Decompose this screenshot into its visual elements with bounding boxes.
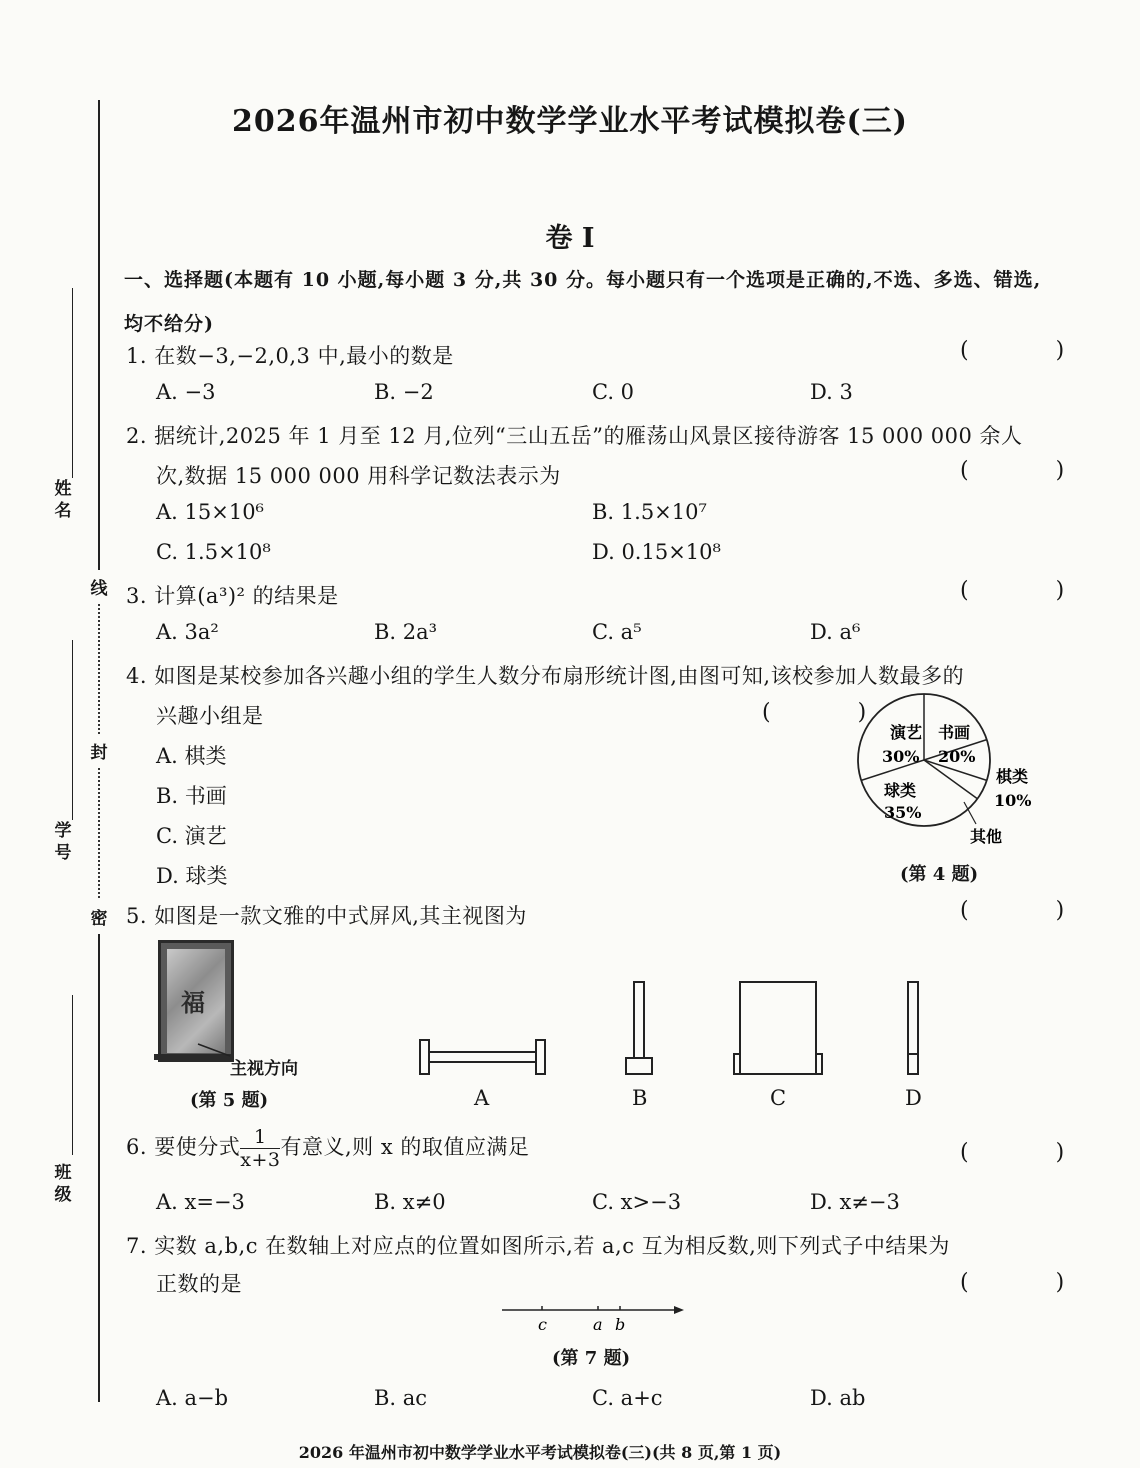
screen-fu-character: 福 [181, 988, 205, 1017]
binding-line-bottom [98, 934, 100, 1402]
q5-option-d[interactable]: D [905, 1086, 922, 1110]
binding-label-xian: 线 [90, 579, 108, 599]
q2-stem-line2: 次,数据 15 000 000 用科学记数法表示为 [156, 464, 561, 488]
q5-figure-d[interactable] [902, 978, 926, 1078]
q5-figure-c[interactable] [730, 978, 826, 1078]
q5-answer-blank[interactable]: ( ) [960, 898, 1105, 923]
id-field-line[interactable] [72, 640, 73, 820]
q7-answer-blank[interactable]: ( ) [960, 1270, 1105, 1295]
exam-title: 2026年温州市初中数学学业水平考试模拟卷(三) [232, 104, 908, 139]
binding-label-mi: 密 [90, 909, 108, 929]
q5-option-c[interactable]: C [770, 1086, 787, 1110]
q1-option-b[interactable]: B. −2 [374, 380, 434, 404]
pie-pct-qilei: 10% [994, 791, 1032, 810]
q5-option-b[interactable]: B [632, 1086, 648, 1110]
pie-caption: (第 4 题) [900, 864, 979, 885]
q2-option-c[interactable]: C. 1.5×10⁸ [156, 540, 271, 564]
q1-answer-blank[interactable]: ( ) [960, 338, 1105, 363]
q4-stem-line2: 兴趣小组是 [156, 704, 264, 728]
q1-stem: 1. 在数−3,−2,0,3 中,最小的数是 [126, 344, 454, 368]
pie-pct-yanyi: 30% [882, 747, 920, 766]
binding-label-feng: 封 [90, 743, 108, 763]
fig7-caption: (第 7 题) [552, 1348, 631, 1369]
q2-stem: 2. 据统计,2025 年 1 月至 12 月,位列“三山五岳”的雁荡山风景区接待游客 15 000 000 余人 [126, 424, 1023, 448]
pie-label-shuhua: 书画 [938, 723, 971, 742]
q1-option-c[interactable]: C. 0 [592, 380, 635, 404]
q2-answer-blank[interactable]: ( ) [960, 458, 1105, 483]
pie-leader-other [964, 802, 976, 824]
view-direction-label: 主视方向 [230, 1059, 298, 1079]
q6-option-c[interactable]: C. x>−3 [592, 1190, 682, 1214]
point-b: b [615, 1315, 626, 1334]
binding-dotted-1 [98, 604, 100, 734]
q3-option-a[interactable]: A. 3a² [156, 620, 219, 644]
page-footer: 2026 年温州市初中数学学业水平考试模拟卷(三)(共 8 页,第 1 页) [298, 1443, 782, 1462]
volume-title: 卷 I [545, 223, 595, 254]
fig5-caption: (第 5 题) [190, 1090, 269, 1111]
q2-option-a[interactable]: A. 15×10⁶ [156, 500, 264, 524]
pie-chart [846, 690, 1046, 860]
q1-option-a[interactable]: A. −3 [156, 380, 216, 404]
q6-answer-blank[interactable]: ( ) [960, 1140, 1105, 1165]
q5-stem: 5. 如图是一款文雅的中式屏风,其主视图为 [126, 904, 527, 928]
q2-option-d[interactable]: D. 0.15×10⁸ [592, 540, 721, 564]
q4-answer-blank[interactable]: ( ) [762, 700, 907, 725]
pie-label-qiulei: 球类 [884, 781, 917, 800]
q7-stem-line2: 正数的是 [156, 1272, 242, 1296]
section-heading: 一、选择题(本题有 10 小题,每小题 3 分,共 30 分。每小题只有一个选项是正确的,不选、多选、错选,均不给分) [124, 269, 1042, 335]
q7-option-c[interactable]: C. a+c [592, 1386, 663, 1410]
q5-figure-a[interactable] [418, 1036, 548, 1080]
q4-option-d[interactable]: D. 球类 [156, 864, 228, 888]
q6-option-a[interactable]: A. x=−3 [156, 1190, 245, 1214]
q3-option-d[interactable]: D. a⁶ [810, 620, 861, 644]
binding-dotted-2 [98, 768, 100, 898]
q6-stem: 6. 要使分式 $\frac{1}{x+3}$ 有意义,则 x 的取值应满足 [126, 1126, 530, 1171]
id-field-label: 学号 [54, 821, 72, 863]
q6-option-d[interactable]: D. x≠−3 [810, 1190, 900, 1214]
q4-option-a[interactable]: A. 棋类 [156, 744, 227, 768]
q4-stem: 4. 如图是某校参加各兴趣小组的学生人数分布扇形统计图,由图可知,该校参加人数最多的 [126, 664, 965, 688]
q3-answer-blank[interactable]: ( ) [960, 578, 1105, 603]
pie-label-yanyi: 演艺 [890, 723, 923, 742]
pie-label-other: 其他 [970, 827, 1003, 846]
q5-option-a[interactable]: A [474, 1086, 490, 1110]
pie-label-qilei: 棋类 [996, 767, 1029, 786]
q3-option-b[interactable]: B. 2a³ [374, 620, 438, 644]
q5-figure-b[interactable] [622, 978, 658, 1078]
q3-option-c[interactable]: C. a⁵ [592, 620, 642, 644]
q6-fraction: $\frac{1}{x+3}$ [240, 1126, 281, 1171]
q4-option-b[interactable]: B. 书画 [156, 784, 227, 808]
q7-stem: 7. 实数 a,b,c 在数轴上对应点的位置如图所示,若 a,c 互为相反数,则下列式子中结果为 [126, 1234, 950, 1258]
q4-option-c[interactable]: C. 演艺 [156, 824, 227, 848]
q7-option-b[interactable]: B. ac [374, 1386, 428, 1410]
point-c: c [538, 1315, 547, 1334]
q7-option-d[interactable]: D. ab [810, 1386, 866, 1410]
class-field-line[interactable] [72, 995, 73, 1155]
name-field-line[interactable] [72, 288, 73, 478]
q1-option-d[interactable]: D. 3 [810, 380, 853, 404]
number-line [498, 1300, 688, 1336]
q2-option-b[interactable]: B. 1.5×10⁷ [592, 500, 707, 524]
q7-option-a[interactable]: A. a−b [156, 1386, 229, 1410]
point-a: a [593, 1315, 603, 1334]
q3-stem: 3. 计算(a³)² 的结果是 [126, 584, 339, 608]
binding-line-top [98, 100, 100, 570]
q6-option-b[interactable]: B. x≠0 [374, 1190, 446, 1214]
pie-pct-shuhua: 20% [938, 747, 976, 766]
class-field-label: 班级 [54, 1163, 72, 1205]
name-field-label: 姓名 [54, 479, 72, 521]
pie-pct-qiulei: 35% [884, 803, 922, 822]
